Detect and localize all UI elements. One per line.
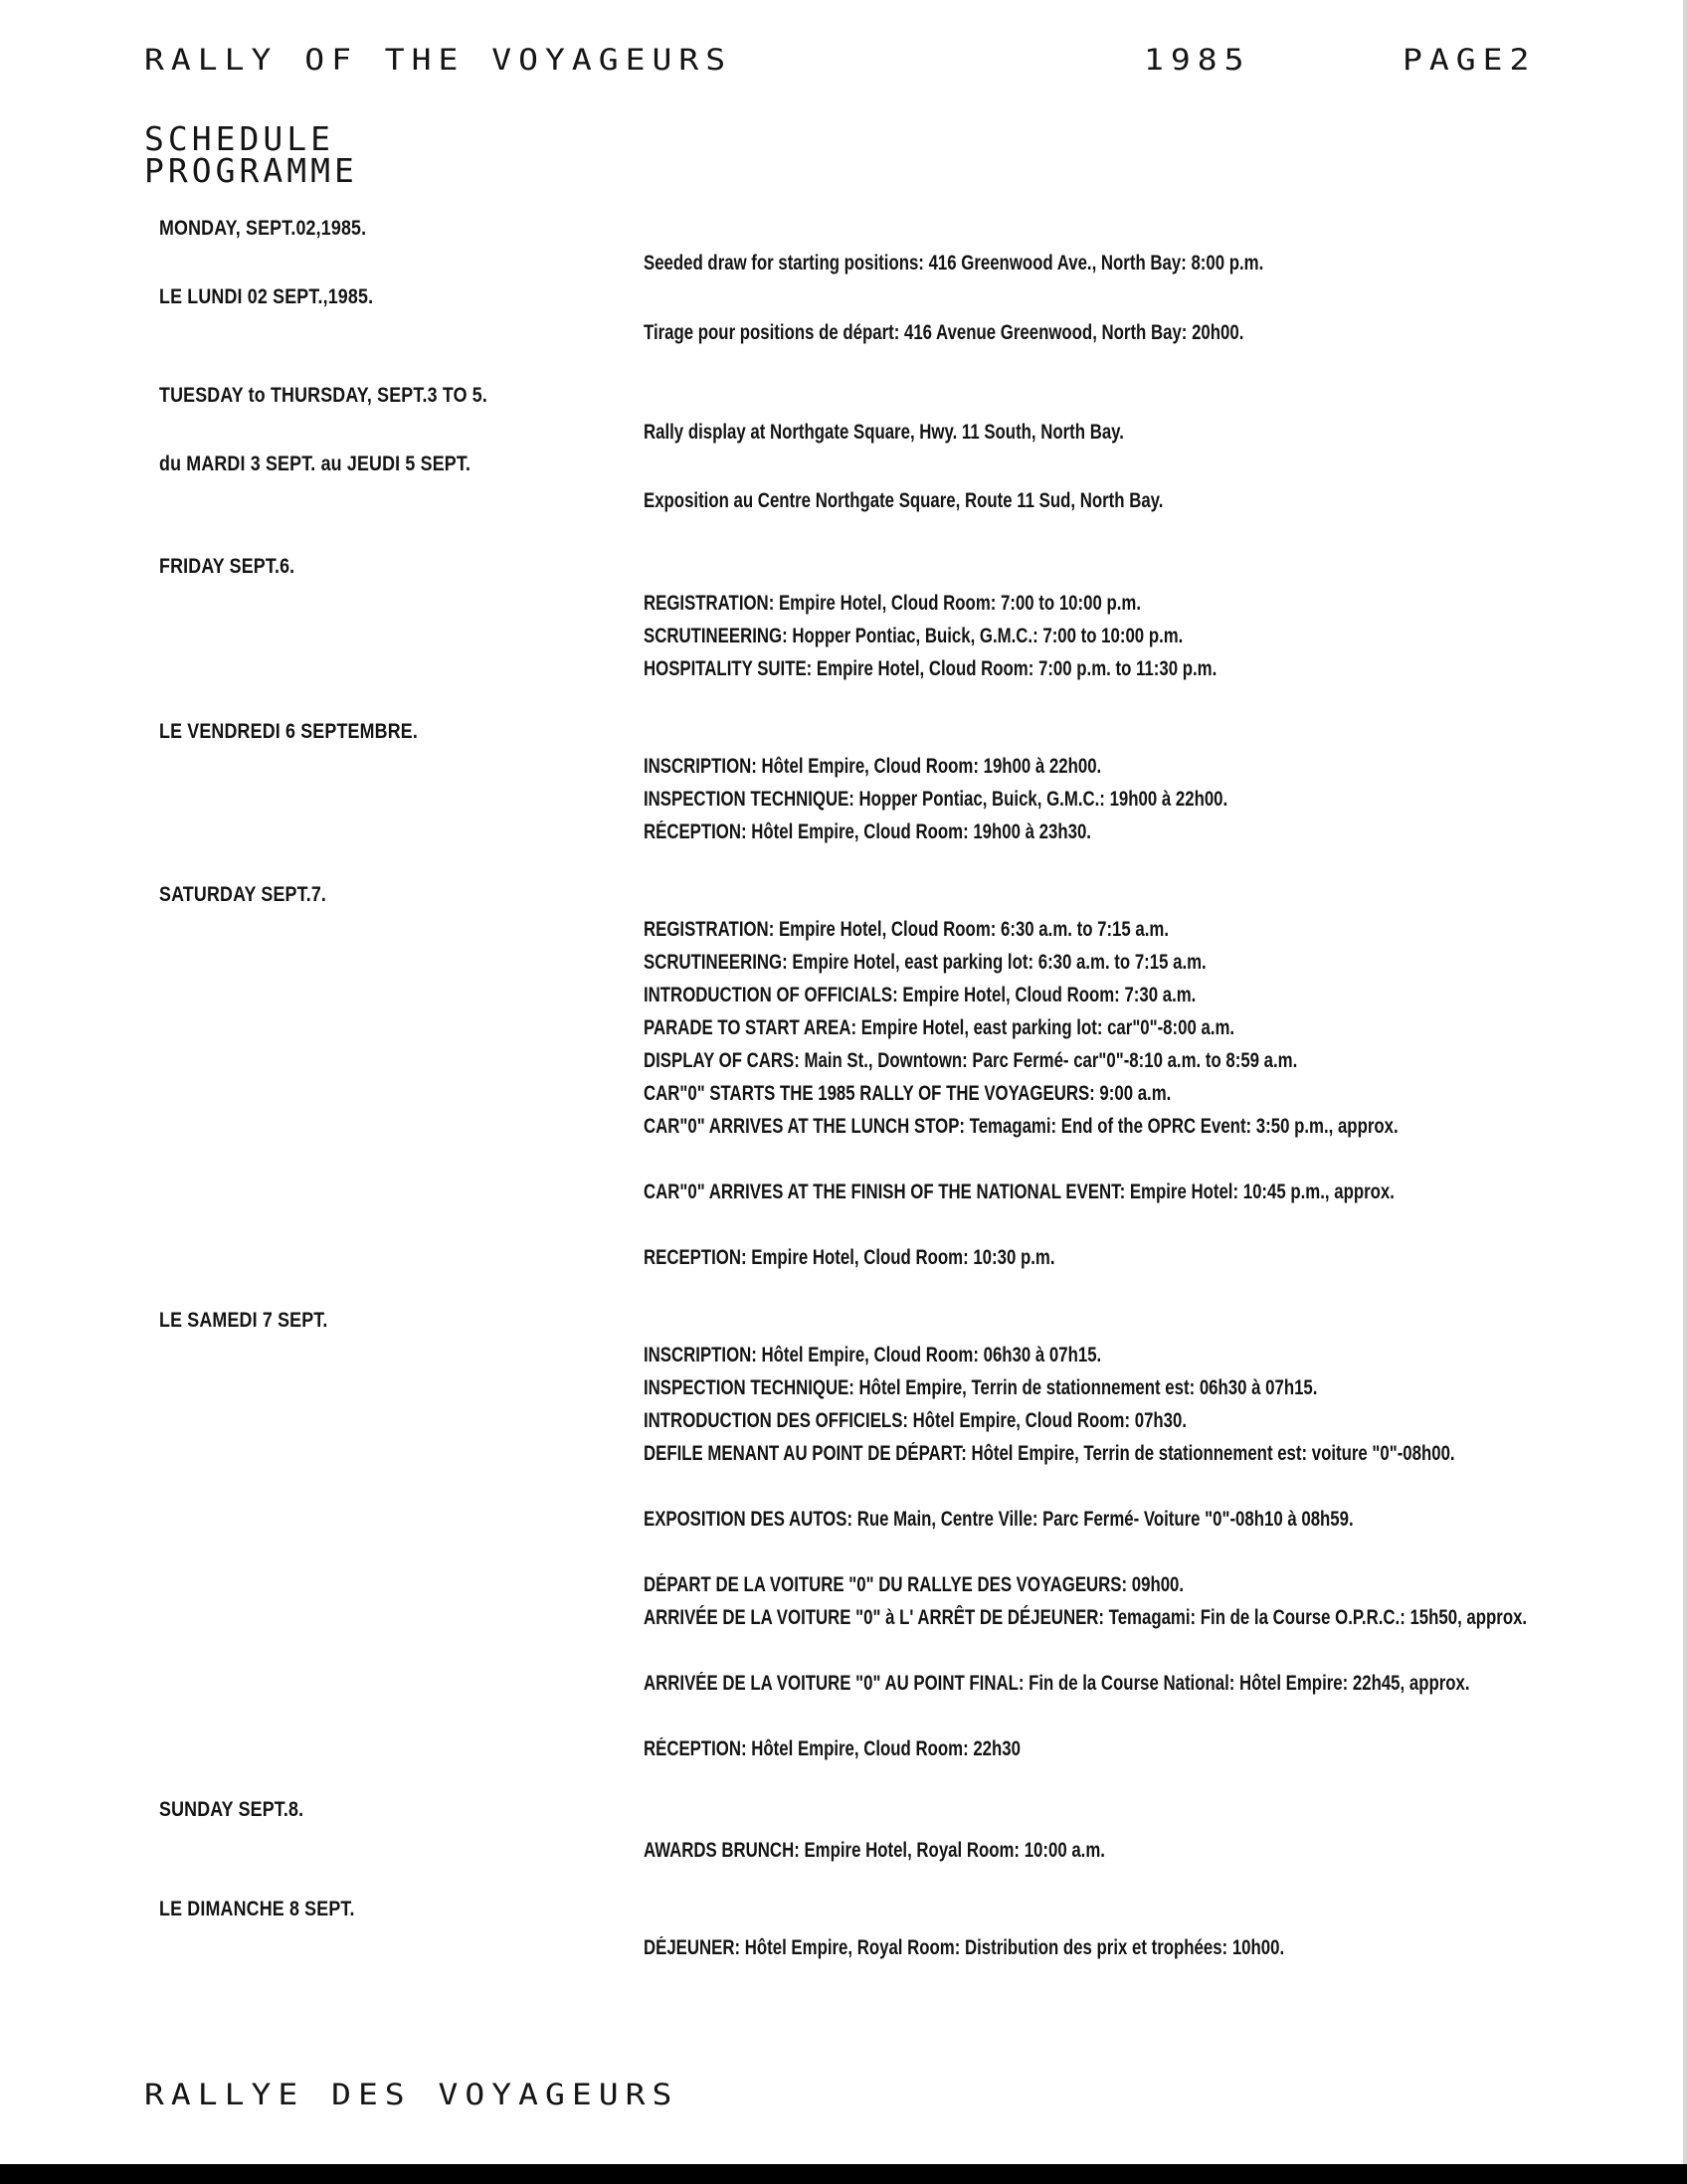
day-label: SATURDAY SEPT.7. <box>159 883 327 906</box>
header-year: 1985 <box>1144 42 1251 78</box>
day-label: du MARDI 3 SEPT. au JEUDI 5 SEPT. <box>159 453 471 475</box>
schedule-entry: CAR"0" ARRIVES AT THE FINISH OF THE NATIONAL EVENT: Empire Hotel: 10:45 p.m., approx. <box>644 1181 1395 1203</box>
schedule-entry: Exposition au Centre Northgate Square, Route 11 Sud, North Bay. <box>644 489 1164 512</box>
schedule-entry: CAR"0" STARTS THE 1985 RALLY OF THE VOYAGEURS: 9:00 a.m. <box>644 1082 1172 1105</box>
page-footer: RALLYE DES VOYAGEURS <box>144 2077 679 2112</box>
schedule-entry: Seeded draw for starting positions: 416 Greenwood Ave., North Bay: 8:00 p.m. <box>644 252 1264 274</box>
section-title-fr: PROGRAMME <box>144 151 358 190</box>
schedule-entry: ARRIVÉE DE LA VOITURE "0" AU POINT FINAL: Fin de la Course National: Hôtel Empire: 22h45, approx. <box>644 1672 1470 1695</box>
header-title: RALLY OF THE VOYAGEURS <box>144 42 733 78</box>
schedule-entry: REGISTRATION: Empire Hotel, Cloud Room: 6:30 a.m. to 7:15 a.m. <box>644 918 1170 941</box>
schedule-entry: DÉJEUNER: Hôtel Empire, Royal Room: Distribution des prix et trophées: 10h00. <box>644 1936 1285 1959</box>
schedule-entry: INSCRIPTION: Hôtel Empire, Cloud Room: 06h30 à 07h15. <box>644 1344 1102 1366</box>
schedule-entry: SCRUTINEERING: Empire Hotel, east parking lot: 6:30 a.m. to 7:15 a.m. <box>644 951 1207 974</box>
schedule-entry: RÉCEPTION: Hôtel Empire, Cloud Room: 22h30 <box>644 1737 1021 1760</box>
header-page-number: PAGE2 <box>1403 42 1537 78</box>
day-label: LE LUNDI 02 SEPT.,1985. <box>159 285 374 308</box>
schedule-entry: PARADE TO START AREA: Empire Hotel, east parking lot: car"0"-8:00 a.m. <box>644 1016 1235 1039</box>
day-label: TUESDAY to THURSDAY, SEPT.3 TO 5. <box>159 384 487 407</box>
day-label: LE VENDREDI 6 SEPTEMBRE. <box>159 720 418 743</box>
scan-bottom-border <box>0 2164 1687 2184</box>
day-label: LE DIMANCHE 8 SEPT. <box>159 1898 355 1920</box>
schedule-entry: CAR"0" ARRIVES AT THE LUNCH STOP: Temagami: End of the OPRC Event: 3:50 p.m., approx. <box>644 1115 1399 1138</box>
day-label: LE SAMEDI 7 SEPT. <box>159 1309 328 1332</box>
page-header <box>144 42 1606 87</box>
schedule-entry: DÉPART DE LA VOITURE "0" DU RALLYE DES VOYAGEURS: 09h00. <box>644 1573 1185 1596</box>
schedule-entry: INSPECTION TECHNIQUE: Hopper Pontiac, Buick, G.M.C.: 19h00 à 22h00. <box>644 788 1228 811</box>
schedule-entry: INTRODUCTION DES OFFICIELS: Hôtel Empire, Cloud Room: 07h30. <box>644 1409 1188 1432</box>
day-label: MONDAY, SEPT.02,1985. <box>159 217 367 240</box>
schedule-entry: SCRUTINEERING: Hopper Pontiac, Buick, G.M.C.: 7:00 to 10:00 p.m. <box>644 625 1184 647</box>
schedule-entry: INTRODUCTION OF OFFICIALS: Empire Hotel, Cloud Room: 7:30 a.m. <box>644 984 1197 1006</box>
schedule-entry: Rally display at Northgate Square, Hwy. 11 South, North Bay. <box>644 421 1124 444</box>
day-label: FRIDAY SEPT.6. <box>159 555 295 578</box>
schedule-entry: ARRIVÉE DE LA VOITURE "0" à L' ARRÊT DE DÉJEUNER: Temagami: Fin de la Course O.P.R.C.: 15h50, approx. <box>644 1606 1528 1629</box>
scan-edge <box>1683 0 1687 2184</box>
schedule-entry: HOSPITALITY SUITE: Empire Hotel, Cloud Room: 7:00 p.m. to 11:30 p.m. <box>644 657 1218 680</box>
schedule-entry: INSPECTION TECHNIQUE: Hôtel Empire, Terrin de stationnement est: 06h30 à 07h15. <box>644 1376 1318 1399</box>
schedule-entry: INSCRIPTION: Hôtel Empire, Cloud Room: 19h00 à 22h00. <box>644 755 1102 778</box>
schedule-entry: AWARDS BRUNCH: Empire Hotel, Royal Room: 10:00 a.m. <box>644 1839 1105 1862</box>
schedule-entry: EXPOSITION DES AUTOS: Rue Main, Centre Ville: Parc Fermé- Voiture "0"-08h10 à 08h59. <box>644 1508 1354 1531</box>
schedule-entry: RÉCEPTION: Hôtel Empire, Cloud Room: 19h00 à 23h30. <box>644 820 1091 843</box>
schedule-entry: Tirage pour positions de départ: 416 Avenue Greenwood, North Bay: 20h00. <box>644 321 1244 344</box>
section-title <box>144 119 358 190</box>
schedule-entry: DEFILE MENANT AU POINT DE DÉPART: Hôtel Empire, Terrin de stationnement est: voiture "0"-08h00. <box>644 1442 1455 1465</box>
schedule-entry: RECEPTION: Empire Hotel, Cloud Room: 10:30 p.m. <box>644 1246 1055 1269</box>
section-title-en: SCHEDULE <box>144 119 334 158</box>
schedule-entry: DISPLAY OF CARS: Main St., Downtown: Parc Fermé- car"0"-8:10 a.m. to 8:59 a.m. <box>644 1049 1298 1072</box>
day-label: SUNDAY SEPT.8. <box>159 1798 304 1821</box>
schedule-entry: REGISTRATION: Empire Hotel, Cloud Room: 7:00 to 10:00 p.m. <box>644 592 1142 615</box>
